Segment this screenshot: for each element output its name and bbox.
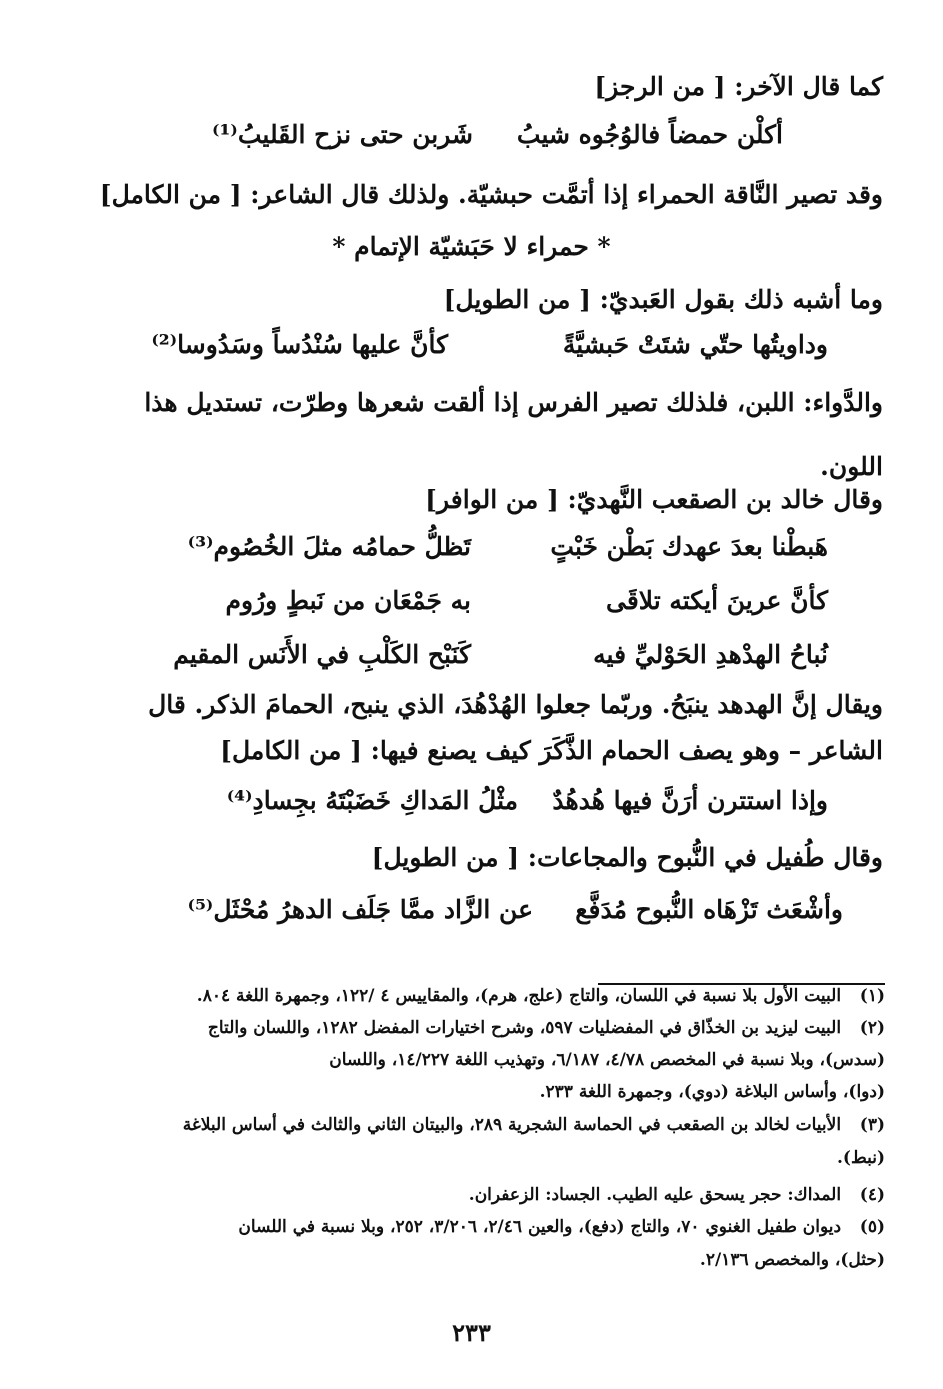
- footnote-4-number: (٤): [859, 1185, 885, 1205]
- prose-line-8: ويقال إنَّ الهدهد ينبَحُ. وربّما جعلوا الهُدْهُدَ، الذي ينبح، الحمامَ الذكر. قال: [148, 690, 883, 719]
- verse-2-second-hemistich: كأنَّ عليها سُنْدُساً وسَدُوسا⁽²⁾: [151, 330, 448, 359]
- footnote-2: [55, 1014, 885, 1042]
- verse-6-second-hemistich: مثْلُ المَداكِ خَضَبْتَهُ بجِسادِ⁽⁴⁾: [226, 786, 518, 815]
- prose-line-6: اللون.: [820, 452, 883, 481]
- footnote-2-text-line-3: (دوا)، وأساس البلاغة (دوي)، وجمهرة اللغة ٢٣٣.: [539, 1082, 885, 1102]
- footnote-4: [55, 1181, 885, 1209]
- verse-1-first-hemistich: أكلْن حمضاً فالوُجُوه شيبُ: [516, 120, 783, 149]
- verse-2-first-hemistich: وداويتُها حتّي شتَتْ حَبشيَّةً: [562, 330, 828, 359]
- verse-5-first-hemistich: نُباحُ الهدْهدِ الحَوْليِّ فيه: [593, 640, 828, 669]
- intro-line-7: وقال خالد بن الصقعب النَّهديّ: [ من الوافر]: [425, 485, 883, 514]
- verse-5-second-hemistich: كَنَبْح الكَلْبِ في الأَنَس المقيم: [173, 640, 471, 669]
- footnote-2-text-line-1: البيت ليزيد بن الخذّاق في المفضليات ٥٩٧، وشرح اختيارات المفضل ١٢٨٢، واللسان والتاج: [207, 1018, 842, 1038]
- prose-line-5: والدَّواء: اللبن، فلذلك تصير الفرس إذا ألقت شعرها وطرّت، تستديل هذا: [144, 388, 883, 417]
- footnote-1: [55, 982, 885, 1010]
- intro-line-4: وما أشبه ذلك بقول العَبديّ: [ من الطويل]: [443, 285, 883, 314]
- prose-line-9: الشاعر – وهو يصف الحمام الذَّكَرَ كيف يصنع فيها: [ من الكامل]: [220, 736, 883, 765]
- footnote-2-number: (٢): [859, 1018, 885, 1038]
- footnote-5-text-line-1: ديوان طفيل الغنوي ٧٠، والتاج (دفع)، والعين ٢/٤٦، ٣/٢٠٦، ٢٥٢، وبلا نسبة في اللسان: [238, 1217, 842, 1237]
- verse-3-second-hemistich: تَظلُّ حمامُه مثلَ الخُصُوم⁽³⁾: [187, 532, 471, 561]
- page-number: ٢٣٣: [452, 1318, 491, 1347]
- footnote-1-text: البيت الأول بلا نسبة في اللسان، والتاج (علج، هرم)، والمقاييس ٤ /١٢٢، وجمهرة اللغة ٨٠٤.: [196, 986, 842, 1006]
- prose-line-2: وقد تصير النَّاقة الحمراء إذا أتمَّت حبشيّة. ولذلك قال الشاعر: [ من الكامل]: [99, 180, 883, 209]
- hemistich-centered: * حمراء لا حَبَشيّة الإتمام *: [332, 232, 611, 261]
- footnote-3-text-line-1: الأبيات لخالد بن الصقعب في الحماسة الشجرية ٢٨٩، والبيتان الثاني والثالث في أساس البلاغة: [182, 1115, 842, 1135]
- verse-4-second-hemistich: به جَمْعَان من نَبطٍ ورُوم: [225, 586, 471, 615]
- verse-7-second-hemistich: عن الزَّاد ممَّا جَلَف الدهرُ مُحْثَل⁽⁵⁾: [187, 895, 533, 924]
- intro-line-1: كما قال الآخر: [ من الرجز]: [594, 72, 883, 101]
- intro-line-10: وقال طُفيل في النُّبوح والمجاعات: [ من الطويل]: [371, 843, 883, 872]
- footnote-3-text-line-2: (نبط).: [836, 1148, 885, 1168]
- footnote-5-number: (٥): [859, 1217, 885, 1237]
- footnote-3-number: (٣): [859, 1115, 885, 1135]
- footnote-1-number: (١): [859, 986, 885, 1006]
- footnote-4-text: المداك: حجر يسحق عليه الطيب. الجساد: الزعفران.: [468, 1185, 842, 1205]
- verse-7-first-hemistich: وأشْعَث تَزْهَاه النُّبوح مُدَفَّع: [575, 895, 843, 924]
- footnote-3: [55, 1111, 885, 1139]
- footnote-2-text-line-2: (سدس)، وبلا نسبة في المخصص ٤/٧٨، ٦/١٨٧، وتهذيب اللغة ١٤/٢٢٧، واللسان: [329, 1050, 885, 1070]
- verse-6-first-hemistich: وإذا استترن أرَنَّ فيها هُدهُدٌ: [552, 786, 828, 815]
- verse-3-first-hemistich: هَبطْنا بعدَ عهدك بَطْن خَبْتٍ: [550, 532, 828, 561]
- verse-1-second-hemistich: شَربن حتى نزح القَليبُ⁽¹⁾: [212, 120, 473, 149]
- footnote-5-text-line-2: (حثل)، والمخصص ٢/١٣٦.: [699, 1250, 885, 1270]
- footnote-5: [55, 1213, 885, 1241]
- verse-4-first-hemistich: كأنَّ عرينَ أيكته تلاقَى: [605, 586, 828, 615]
